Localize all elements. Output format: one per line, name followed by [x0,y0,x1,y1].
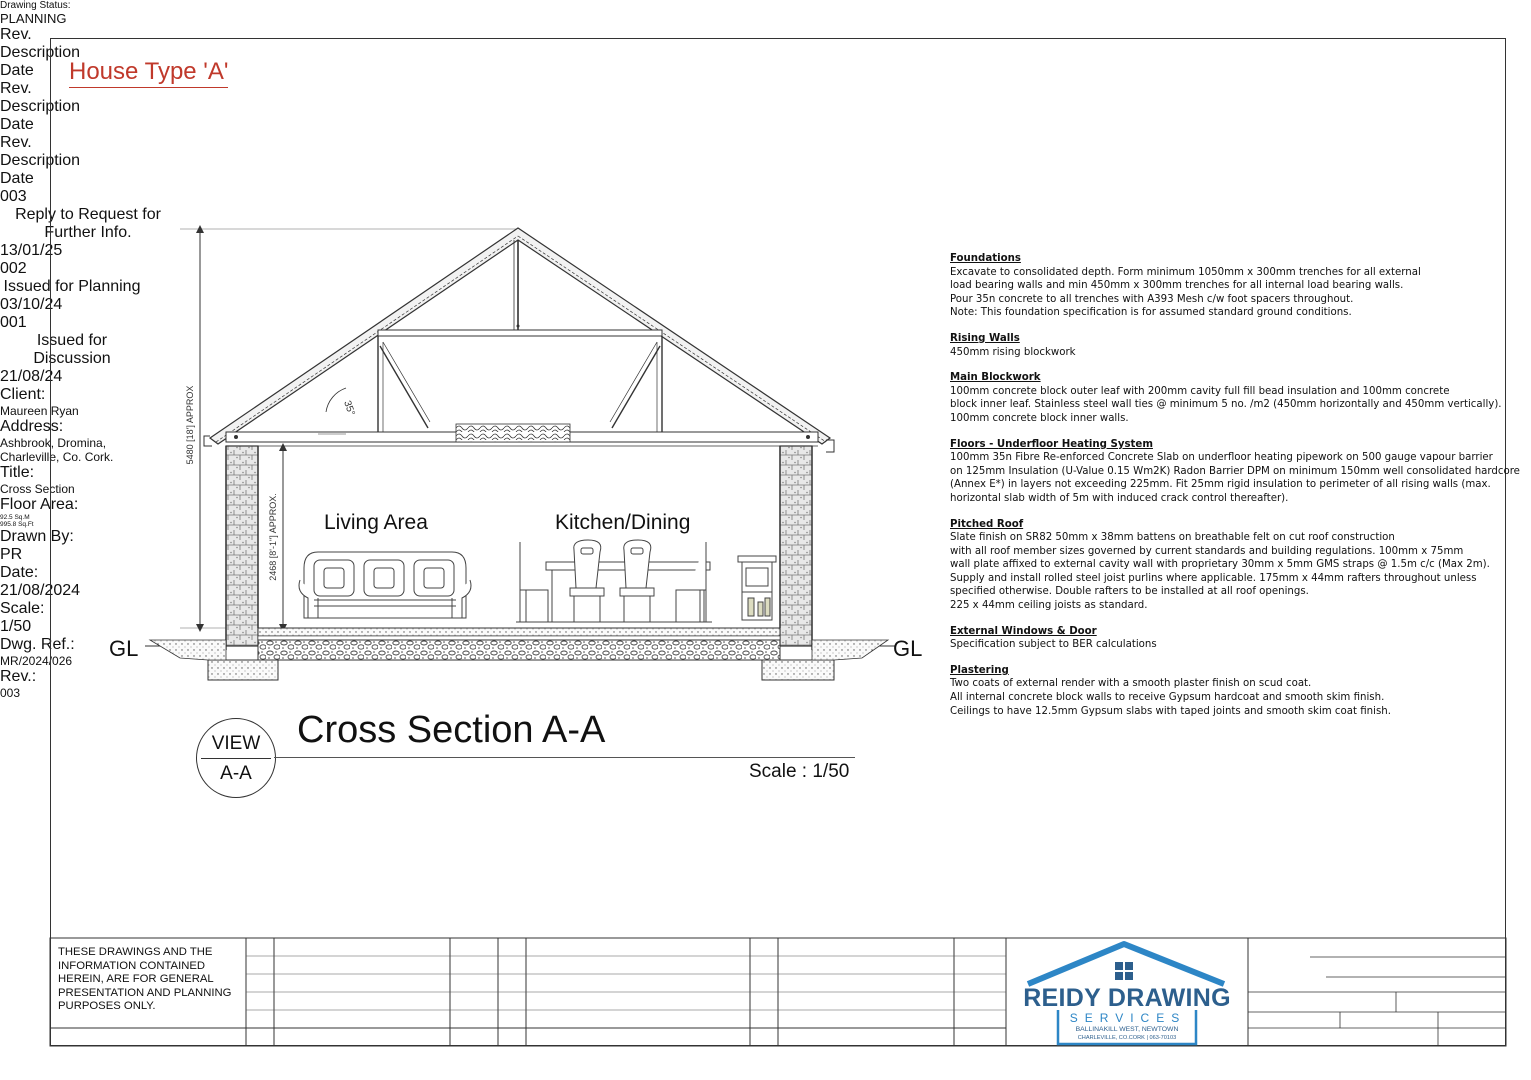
rev-column-header-1: Rev. [0,26,32,43]
reidy-logo-address-2: CHARLEVILLE, CO.CORK | 063-70103 [1077,1035,1177,1041]
description-column-header-3: Description [0,152,81,169]
notes-line: All internal concrete block walls to receive Gypsum hardcoat and smooth skim finish. [950,692,1385,704]
notes-line: wall plate affixed to external cavity wall with proprietary 30mm x 5mm GMS straps @ 1.5m c/c (Max 2m). [950,559,1490,571]
drawn-by-label: Drawn By: [0,528,74,545]
dwg-ref-label: Dwg. Ref.: [0,636,75,653]
reidy-logo-sub: SERVICES [1069,1011,1187,1025]
date-column-header-2: Date [0,116,34,133]
revision-row-rev: 002 [0,260,27,277]
date-column-header-3: Date [0,170,34,187]
living-area-label: Living Area [324,511,428,534]
notes-heading: Plastering [950,664,1009,676]
date-column-header-1: Date [0,62,34,79]
overall-height-label: 5480 [18'] APPROX [185,385,195,465]
notes-line: 100mm 35n Fibre Re-enforced Concrete Slab on underfloor heating pipework on 500 gauge vapour barrier [950,452,1493,464]
floor-area-sqm: 92.5 Sq.M [0,514,30,521]
rev-value: 003 [0,686,21,700]
notes-line: Note: This foundation specification is for assumed standard ground conditions. [950,307,1352,319]
notes-line: horizontal slab width of 5m with induced crack control thereafter). [950,492,1289,504]
notes-line: load bearing walls and min 450mm x 300mm trenches for all internal load bearing walls. [950,280,1404,292]
floor-area-sqft: 995.8 Sq.Ft [0,521,34,528]
kitchen-dining-label: Kitchen/Dining [555,511,691,534]
rev-column-header-2: Rev. [0,80,32,97]
notes-line: on 125mm Insulation (U-Value 0.15 Wm2K) Radon Barrier DPM on minimum 150mm well consolidated hardcore [950,465,1520,477]
notes-heading: Main Blockwork [950,372,1041,384]
drawn-by-value: PR [0,546,23,563]
notes-line: (Annex E*) in layers not exceeding 225mm. Fit 25mm rigid insulation to perimeter of all rising walls (max. [950,479,1491,491]
section-title: Cross Section A-A [297,709,606,751]
title-label: Title: [0,464,35,481]
scale-label: Scale: [0,600,45,617]
notes-line: Slate finish on SR82 50mm x 38mm battens on breathable felt on cut roof construction [950,532,1395,544]
date-label: Date: [0,564,39,581]
ground-level-right-label: GL [893,636,923,661]
date-value: 21/08/2024 [0,582,81,599]
revision-row-date: 03/10/24 [0,296,63,313]
address-line-2: Charleville, Co. Cork. [0,450,114,464]
notes-line: Ceilings to have 12.5mm Gypsum slabs with taped joints and smooth skim coat finish. [950,705,1391,717]
scale-value: 1/50 [0,618,32,635]
notes-line: specified otherwise. Double rafters to be installed at all roof openings. [950,586,1309,598]
notes-heading: External Windows & Door [950,625,1097,637]
view-marker-top: VIEW [211,733,261,754]
roof-pitch-label: 35° [341,399,357,418]
revision-row-date: 21/08/24 [0,368,63,385]
notes-line: 100mm concrete block inner walls. [950,412,1129,424]
notes-line: block inner leaf. Stainless steel wall ties @ minimum 5 no. /m2 (450mm horizontally and 450mm vertically). [950,399,1502,411]
view-marker-bottom: A-A [220,763,252,784]
reidy-logo-address-1: BALLINAKILL WEST, NEWTOWN [1075,1026,1179,1033]
notes-line: Excavate to consolidated depth. Form minimum 1050mm x 300mm trenches for all external [950,266,1421,278]
client-label: Client: [0,386,46,403]
ceiling-height-label: 2468 [8'-1"] APPROX. [268,493,278,581]
notes-heading: Pitched Roof [950,518,1024,530]
revision-row-description: Reply to Request for Further Info. [15,206,161,241]
title-value: Cross Section [0,482,75,496]
description-column-header-1: Description [0,44,81,61]
notes-line: 225 x 44mm ceiling joists as standard. [950,600,1148,612]
rev-label: Rev.: [0,668,37,685]
rev-column-header-3: Rev. [0,134,32,151]
notes-heading: Rising Walls [950,332,1020,344]
notes-line: 450mm rising blockwork [950,346,1076,358]
reidy-logo-name: REIDY DRAWING [1023,984,1231,1012]
revision-row-description: Issued for Discussion [33,332,111,367]
notes-line: Supply and install rolled steel joist purlins where applicable. 175mm x 44mm rafters throughout unless [950,572,1477,584]
revision-row-date: 13/01/25 [0,242,63,259]
drawing-status-value: PLANNING [0,11,67,26]
house-type-title: House Type 'A' [69,58,228,88]
notes-heading: Floors - Underfloor Heating System [950,438,1153,450]
client-value: Maureen Ryan [0,404,79,418]
disclaimer-text: THESE DRAWINGS AND THE INFORMATION CONTAINED HEREIN, ARE FOR GENERAL PRESENTATION AND PLANNING PURPOSES ONLY. [58,946,232,1013]
notes-heading: Foundations [950,253,1021,264]
address-line-1: Ashbrook, Dromina, [0,436,107,450]
notes-line: 100mm concrete block outer leaf with 200mm cavity full fill bead insulation and 100mm concrete [950,385,1450,397]
floor-area-label: Floor Area: [0,496,79,513]
revision-row-description: Issued for Planning [3,278,141,295]
ground-level-left-label: GL [109,636,139,661]
notes-line: Two coats of external render with a smooth plaster finish on scud coat. [950,678,1312,690]
dwg-ref-value: MR/2024/026 [0,654,73,668]
description-column-header-2: Description [0,98,81,115]
revision-row-rev: 001 [0,314,27,331]
notes-line: Pour 35n concrete to all trenches with A393 Mesh c/w foot spacers throughout. [950,293,1354,305]
address-label: Address: [0,418,64,435]
notes-line: Specification subject to BER calculations [950,639,1157,651]
notes-line: with all roof member sizes governed by current standards and building regulations. 100mm x 75mm [950,545,1464,557]
section-scale: Scale : 1/50 [749,761,850,782]
drawing-status-label: Drawing Status: [0,0,71,11]
revision-row-rev: 003 [0,188,27,205]
